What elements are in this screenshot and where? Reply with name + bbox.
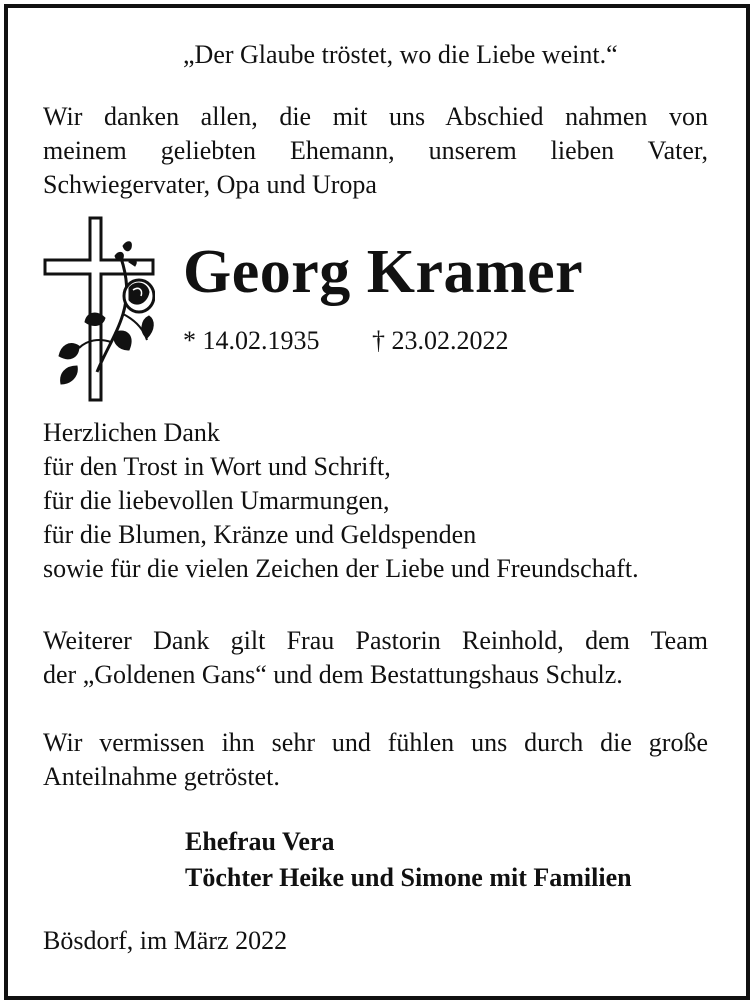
intro-line: Schwiegervater, Opa und Uropa xyxy=(43,170,377,199)
birth-date: * 14.02.1935 xyxy=(183,326,320,355)
death-date: † 23.02.2022 xyxy=(372,326,509,355)
place-and-date: Bösdorf, im März 2022 xyxy=(43,926,288,955)
missing-line: Anteilnahme getröstet. xyxy=(43,762,280,791)
intro-paragraph xyxy=(43,100,708,202)
further-thanks-line: der „Goldenen Gans“ und dem Bestattungshaus Schulz. xyxy=(43,660,623,689)
thanks-line: für den Trost in Wort und Schrift, xyxy=(43,452,391,481)
signer-line: Töchter Heike und Simone mit Familien xyxy=(185,863,632,892)
further-thanks-paragraph xyxy=(43,624,708,692)
thanks-line: für die liebevollen Umarmungen, xyxy=(43,486,390,515)
life-dates xyxy=(183,324,509,358)
thanks-line: sowie für die vielen Zeichen der Liebe und Freundschaft. xyxy=(43,554,639,583)
thanks-paragraph xyxy=(43,416,639,586)
cross-with-rose-icon xyxy=(43,216,155,402)
missing-paragraph xyxy=(43,726,708,794)
deceased-name: Georg Kramer xyxy=(183,238,584,306)
thanks-line: Herzlichen Dank xyxy=(43,418,220,447)
signer-line: Ehefrau Vera xyxy=(185,827,335,856)
intro-line: Wir danken allen, die mit uns Abschied nahmen von xyxy=(43,102,708,131)
signers-block xyxy=(185,824,632,896)
intro-line: meinem geliebten Ehemann, unserem lieben Vater, xyxy=(43,136,708,165)
missing-line: Wir vermissen ihn sehr und fühlen uns durch die große xyxy=(43,728,708,757)
further-thanks-line: Weiterer Dank gilt Frau Pastorin Reinhold, dem Team xyxy=(43,626,708,655)
motto-quote: „Der Glaube tröstet, wo die Liebe weint.“ xyxy=(183,40,618,69)
thanks-line: für die Blumen, Kränze und Geldspenden xyxy=(43,520,477,549)
